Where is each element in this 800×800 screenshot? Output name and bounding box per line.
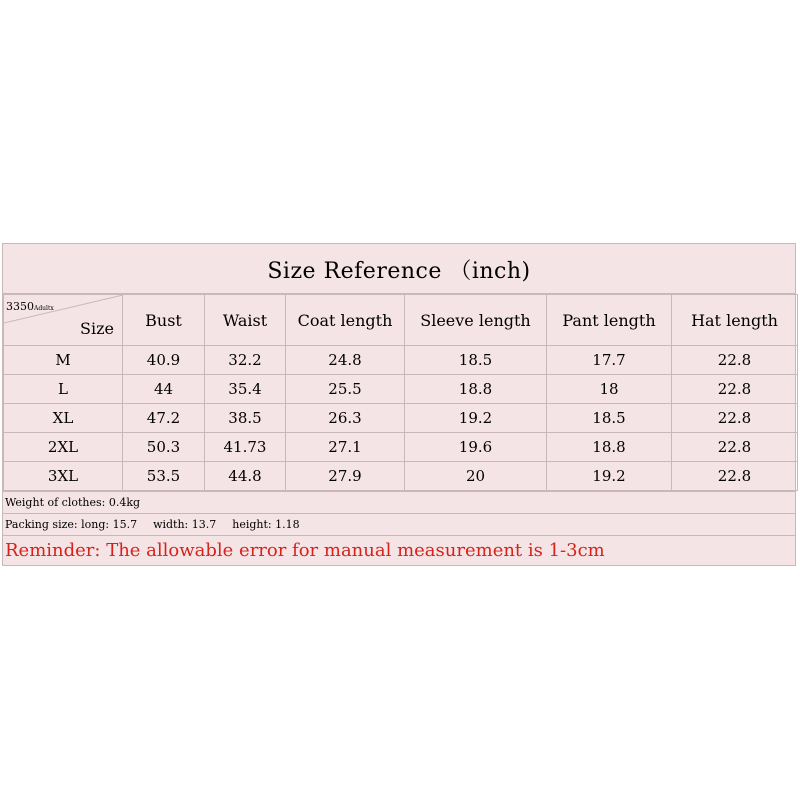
corner-cell [4, 295, 123, 346]
header-bust: Bust [123, 295, 205, 346]
packing-note [3, 513, 795, 535]
packing-width: width: 13.7 [153, 518, 217, 531]
table-cell: 35.4 [205, 375, 286, 404]
header-sleeve-length: Sleeve length [405, 295, 547, 346]
table-cell: 19.6 [405, 433, 547, 462]
header-hat-length: Hat length [672, 295, 798, 346]
table-cell: 38.5 [205, 404, 286, 433]
table-cell: 47.2 [123, 404, 205, 433]
size-cell: 3XL [4, 462, 123, 491]
table-cell: 40.9 [123, 346, 205, 375]
size-cell: 2XL [4, 433, 123, 462]
table-cell: 18.8 [547, 433, 672, 462]
table-cell: 19.2 [547, 462, 672, 491]
table-row [4, 404, 798, 433]
table-cell: 20 [405, 462, 547, 491]
table-cell: 18.8 [405, 375, 547, 404]
weight-note: Weight of clothes: 0.4kg [3, 491, 795, 513]
table-cell: 22.8 [672, 462, 798, 491]
table-cell: 27.1 [286, 433, 405, 462]
table-cell: 27.9 [286, 462, 405, 491]
reminder-note: Reminder: The allowable error for manual measurement is 1-3cm [3, 535, 795, 565]
table-row [4, 346, 798, 375]
table-cell: 22.8 [672, 404, 798, 433]
table-cell: 41.73 [205, 433, 286, 462]
model-suffix: Adultx [34, 305, 54, 312]
table-cell: 17.7 [547, 346, 672, 375]
table-cell: 32.2 [205, 346, 286, 375]
table-row [4, 375, 798, 404]
size-cell: L [4, 375, 123, 404]
table-cell: 22.8 [672, 375, 798, 404]
table-cell: 50.3 [123, 433, 205, 462]
header-pant-length: Pant length [547, 295, 672, 346]
table-cell: 22.8 [672, 346, 798, 375]
table-cell: 53.5 [123, 462, 205, 491]
model-number: 3350Adultx [6, 300, 54, 313]
chart-title: Size Reference （inch) [3, 244, 795, 294]
size-table [3, 294, 798, 491]
table-cell: 18.5 [405, 346, 547, 375]
header-waist: Waist [205, 295, 286, 346]
header-coat-length: Coat length [286, 295, 405, 346]
table-row [4, 462, 798, 491]
table-cell: 18 [547, 375, 672, 404]
table-cell: 22.8 [672, 433, 798, 462]
size-chart [2, 243, 796, 566]
size-column-label: Size [80, 319, 114, 338]
table-cell: 18.5 [547, 404, 672, 433]
size-cell: M [4, 346, 123, 375]
table-cell: 44 [123, 375, 205, 404]
table-cell: 19.2 [405, 404, 547, 433]
size-cell: XL [4, 404, 123, 433]
header-row [4, 295, 798, 346]
table-cell: 25.5 [286, 375, 405, 404]
table-row [4, 433, 798, 462]
table-cell: 26.3 [286, 404, 405, 433]
packing-height: height: 1.18 [232, 518, 300, 531]
packing-long: Packing size: long: 15.7 [5, 518, 138, 531]
table-cell: 24.8 [286, 346, 405, 375]
table-cell: 44.8 [205, 462, 286, 491]
